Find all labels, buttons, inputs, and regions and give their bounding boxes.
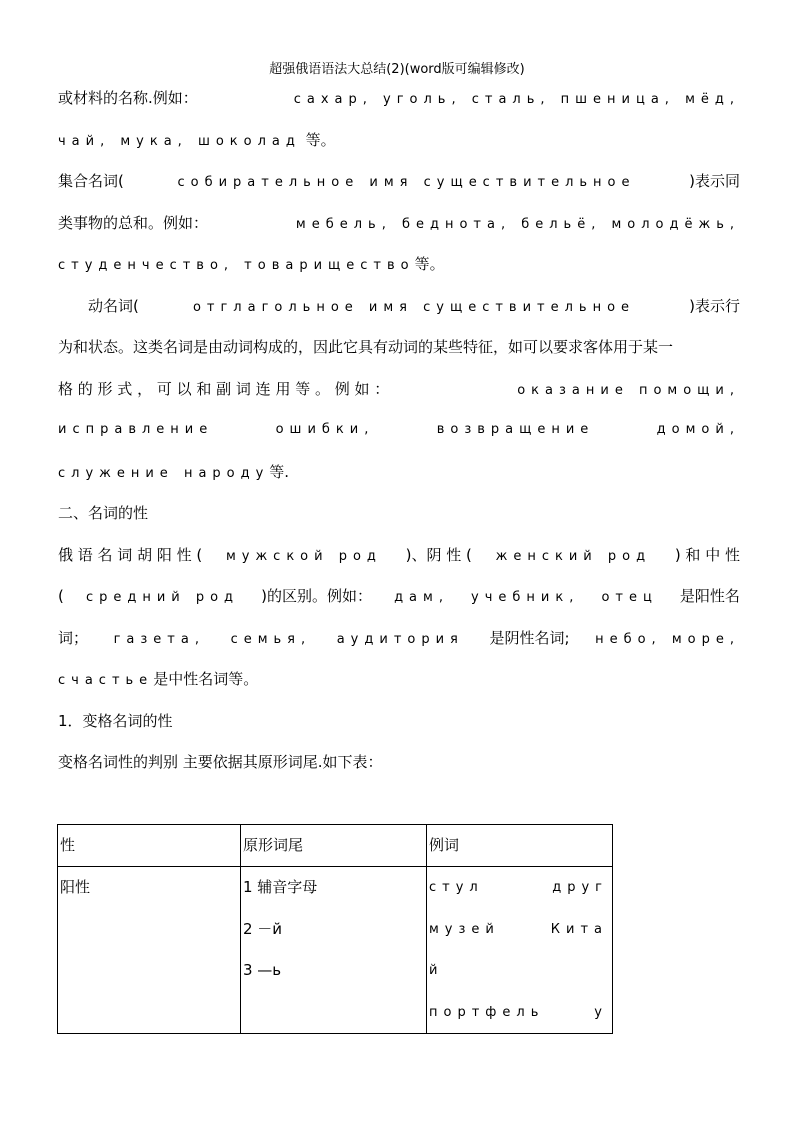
table-header-cell: 原形词尾 [241,825,427,867]
russian-text: друг [552,880,608,895]
text-segment: 是阴性名词; [489,628,570,647]
russian-text: дам, [394,590,449,605]
text-segment: )表示行 [689,296,740,315]
russian-text: у [594,1004,608,1020]
noun-gender-table [57,824,613,1034]
russian-text: счастье [58,673,154,688]
text-segment: 俄 语 名 词 胡 阳 性 ( [58,545,203,564]
russian-text: студенчество, товарищество [58,258,415,273]
table-cell-endings [241,867,427,1034]
example-line [429,950,612,992]
text-segment: 等。 [300,130,336,149]
paragraph-line [58,128,740,170]
cell-text: 3 —ь [243,961,282,979]
paragraph-line [58,584,740,626]
paragraph-line [58,86,740,128]
example-line [429,992,612,1034]
table-header-cell: 性 [58,825,241,867]
document-header: 超强俄语语法大总结(2)(word版可编辑修改) [269,62,525,77]
text-segment: ) 和 中 性 [674,545,740,564]
subsection-heading: 1．变格名词的性 [58,711,173,730]
russian-text: стул [429,880,484,895]
russian-text: женский род [495,548,652,564]
text-segment: 类事物的总和。例如： [58,213,209,232]
text-segment: 等。 [414,255,445,273]
document-body [58,86,740,792]
russian-text: газета, [113,631,205,647]
russian-text: Кита [550,921,608,937]
russian-text: средний род [85,590,240,605]
section-heading: 二、名词的性 [58,504,149,522]
text-segment: 等. [269,462,290,481]
text-segment: 集合名词( [58,172,124,190]
text-segment: 是中性名词等。 [153,670,259,688]
paragraph-line [58,418,740,460]
text-segment: 动名词( [88,296,139,315]
paragraph-line [58,294,740,336]
russian-text: возвращение [436,422,595,437]
russian-text: й [429,963,444,978]
paragraph-line [58,667,740,709]
russian-text: домой, [656,422,740,437]
cell-text: 2 －й [243,919,283,938]
text-segment: )、阴 性 ( [405,545,472,564]
russian-text: мужской род [225,548,382,564]
russian-text: ошибки, [275,422,375,437]
example-line [429,867,612,909]
text-segment: )表示同 [689,172,740,190]
russian-text: портфель [429,1004,545,1020]
russian-text: музей [429,921,500,937]
cell-text: 1 辅音字母 [243,878,318,896]
paragraph-line [58,543,740,585]
russian-text: небо, море, [595,631,740,647]
paragraph-line [58,626,740,668]
table-header-row [58,825,613,867]
paragraph-line: 为和状态。这类名词是由动词构成的，因此它具有动词的某些特征，如可以要求客体用于某一 [58,338,674,356]
table-row [58,867,613,1034]
table-cell-examples [427,867,613,1034]
cell-text: 阳性 [60,878,91,896]
paragraph-line [58,211,740,253]
paragraph-line [58,169,740,211]
text-segment: 或材料的名称.例如： [58,89,198,107]
russian-text: сахар, уголь, сталь, пшеница, мёд, [293,92,740,107]
russian-text: учебник, [471,590,580,605]
russian-text: аудитория [336,631,464,647]
table-header-cell: 例词 [427,825,613,867]
text-segment: 格 的 形 式 ， 可 以 和 副 词 连 用 等 。 例 如 ： [58,379,390,398]
russian-text: семья, [230,631,312,647]
russian-text: отглагольное имя существительное [192,299,636,315]
table-cell-gender [58,867,241,1034]
russian-text: служение народу [58,465,270,481]
russian-text: отец [601,590,658,605]
paragraph-line [58,252,740,294]
russian-text: оказание помощи, [517,382,740,398]
paragraph-line [58,377,740,419]
russian-text: исправление [58,422,214,437]
text-segment: ( [58,587,64,605]
russian-text: мебель, беднота, бельё, молодёжь, [295,216,740,232]
paragraph-line: 变格名词性的判别 主要依据其原形词尾.如下表： [58,753,383,771]
russian-text: чай, мука, шоколад [58,133,301,149]
text-segment: 是阳性名 [679,587,740,605]
paragraph-line [58,460,740,502]
russian-text: собирательное имя существительное [177,175,636,190]
text-segment: )的区别。例如： [261,587,372,605]
text-segment: 词； [58,628,89,647]
example-line [429,909,612,951]
